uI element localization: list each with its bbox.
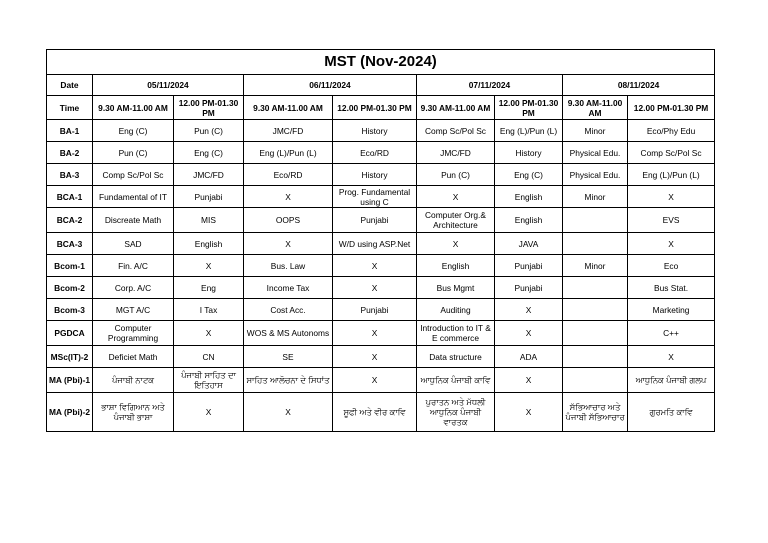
subject-cell: MGT A/C <box>93 299 174 321</box>
exam-timetable <box>46 49 715 432</box>
subject-cell: X <box>174 255 244 277</box>
date-header: 08/11/2024 <box>563 75 715 96</box>
table-row <box>47 255 715 277</box>
subject-cell: X <box>333 255 417 277</box>
class-label: MA (Pbi)-2 <box>47 393 93 432</box>
subject-cell: ਭਾਸ਼ਾ ਵਿਗਿਆਨ ਅਤੇ ਪੰਜਾਬੀ ਭਾਸ਼ਾ <box>93 393 174 432</box>
subject-cell: ਸੱਭਿਆਚਾਰ ਅਤੇ ਪੰਜਾਬੀ ਸੱਭਿਆਚਾਰ <box>563 393 628 432</box>
subject-cell: JMC/FD <box>244 120 333 142</box>
subject-cell: Computer Programming <box>93 321 174 346</box>
subject-cell: X <box>333 277 417 299</box>
subject-cell: X <box>244 186 333 208</box>
subject-cell: JAVA <box>495 233 563 255</box>
subject-cell: CN <box>174 346 244 368</box>
subject-cell <box>563 368 628 393</box>
subject-cell: X <box>495 299 563 321</box>
time-slot: 9.30 AM-11.00 AM <box>563 96 628 120</box>
time-slot: 9.30 AM-11.00 AM <box>93 96 174 120</box>
subject-cell <box>563 321 628 346</box>
date-header: 06/11/2024 <box>244 75 417 96</box>
subject-cell: ਪੁਰਾਤਨ ਅਤੇ ਮੱਧਲੀ ਆਧੁਨਿਕ ਪੰਜਾਬੀ ਵਾਰਤਕ <box>417 393 495 432</box>
subject-cell: Pun (C) <box>417 164 495 186</box>
subject-cell: Deficiet Math <box>93 346 174 368</box>
subject-cell: ਗੁਰਮਤਿ ਕਾਵਿ <box>628 393 715 432</box>
subject-cell: Eco/RD <box>333 142 417 164</box>
subject-cell: Eng (C) <box>174 142 244 164</box>
subject-cell: X <box>333 321 417 346</box>
timetable-title: MST (Nov-2024) <box>47 50 715 75</box>
subject-cell: ADA <box>495 346 563 368</box>
subject-cell: Data structure <box>417 346 495 368</box>
subject-cell: ਪੰਜਾਬੀ ਸਾਹਿਤ ਦਾ ਇਤਿਹਾਸ <box>174 368 244 393</box>
class-label: MA (Pbi)-1 <box>47 368 93 393</box>
subject-cell: Introduction to IT & E commerce <box>417 321 495 346</box>
subject-cell: C++ <box>628 321 715 346</box>
subject-cell: Fundamental of IT <box>93 186 174 208</box>
subject-cell: English <box>174 233 244 255</box>
subject-cell: Comp Sc/Pol Sc <box>417 120 495 142</box>
subject-cell: Eng (L)/Pun (L) <box>244 142 333 164</box>
table-row <box>47 393 715 432</box>
subject-cell <box>563 346 628 368</box>
subject-cell: Physical Edu. <box>563 142 628 164</box>
subject-cell: ਸੂਫੀ ਅਤੇ ਵੀਰ ਕਾਵਿ <box>333 393 417 432</box>
subject-cell: SE <box>244 346 333 368</box>
subject-cell: Comp Sc/Pol Sc <box>628 142 715 164</box>
subject-cell: Cost Acc. <box>244 299 333 321</box>
subject-cell <box>563 233 628 255</box>
subject-cell: X <box>628 186 715 208</box>
subject-cell: Physical Edu. <box>563 164 628 186</box>
class-label: BA-2 <box>47 142 93 164</box>
subject-cell: X <box>244 393 333 432</box>
subject-cell: MIS <box>174 208 244 233</box>
subject-cell: Minor <box>563 120 628 142</box>
table-row <box>47 277 715 299</box>
class-label: BCA-1 <box>47 186 93 208</box>
subject-cell: X <box>417 233 495 255</box>
subject-cell: Eco/Phy Edu <box>628 120 715 142</box>
subject-cell: X <box>495 393 563 432</box>
subject-cell: X <box>333 368 417 393</box>
subject-cell: ਆਧੁਨਿਕ ਪੰਜਾਬੀ ਕਾਵਿ <box>417 368 495 393</box>
subject-cell: Pun (C) <box>93 142 174 164</box>
subject-cell: ਆਧੁਨਿਕ ਪੰਜਾਬੀ ਗਲਪ <box>628 368 715 393</box>
subject-cell: SAD <box>93 233 174 255</box>
subject-cell: X <box>174 393 244 432</box>
subject-cell: English <box>417 255 495 277</box>
time-slot: 9.30 AM-11.00 AM <box>417 96 495 120</box>
subject-cell: I Tax <box>174 299 244 321</box>
subject-cell: X <box>244 233 333 255</box>
subject-cell: X <box>628 233 715 255</box>
subject-cell: History <box>333 120 417 142</box>
subject-cell: Eng (C) <box>495 164 563 186</box>
subject-cell: X <box>628 346 715 368</box>
time-slot: 12.00 PM-01.30 PM <box>495 96 563 120</box>
subject-cell: Prog. Fundamental using C <box>333 186 417 208</box>
subject-cell: Bus Stat. <box>628 277 715 299</box>
subject-cell: Computer Org.& Architecture <box>417 208 495 233</box>
class-label: Bcom-3 <box>47 299 93 321</box>
subject-cell: English <box>495 208 563 233</box>
table-row <box>47 321 715 346</box>
subject-cell: Eng (L)/Pun (L) <box>495 120 563 142</box>
subject-cell: ਸਾਹਿਤ ਆਲੋਚਨਾ ਦੇ ਸਿਧਾਂਤ <box>244 368 333 393</box>
subject-cell: Auditing <box>417 299 495 321</box>
date-row <box>47 75 715 96</box>
subject-cell <box>563 277 628 299</box>
subject-cell: Eng <box>174 277 244 299</box>
subject-cell: Comp Sc/Pol Sc <box>93 164 174 186</box>
subject-cell: Eng (L)/Pun (L) <box>628 164 715 186</box>
subject-cell: EVS <box>628 208 715 233</box>
subject-cell: Income Tax <box>244 277 333 299</box>
subject-cell: Eng (C) <box>93 120 174 142</box>
subject-cell: ਪੰਜਾਬੀ ਨਾਟਕ <box>93 368 174 393</box>
time-slot: 12.00 PM-01.30 PM <box>628 96 715 120</box>
subject-cell: Bus Mgmt <box>417 277 495 299</box>
subject-cell: Discreate Math <box>93 208 174 233</box>
subject-cell: X <box>174 321 244 346</box>
subject-cell <box>563 299 628 321</box>
time-slot: 12.00 PM-01.30 PM <box>174 96 244 120</box>
class-label: Bcom-2 <box>47 277 93 299</box>
subject-cell: History <box>333 164 417 186</box>
subject-cell: X <box>417 186 495 208</box>
subject-cell: JMC/FD <box>174 164 244 186</box>
date-header: 05/11/2024 <box>93 75 244 96</box>
time-slot: 12.00 PM-01.30 PM <box>333 96 417 120</box>
class-label: Bcom-1 <box>47 255 93 277</box>
table-row <box>47 120 715 142</box>
class-label: BCA-2 <box>47 208 93 233</box>
class-label: BA-3 <box>47 164 93 186</box>
subject-cell: English <box>495 186 563 208</box>
subject-cell: Punjabi <box>333 299 417 321</box>
subject-cell: Eco/RD <box>244 164 333 186</box>
subject-cell: Punjabi <box>333 208 417 233</box>
subject-cell: Punjabi <box>174 186 244 208</box>
subject-cell: Minor <box>563 255 628 277</box>
table-row <box>47 164 715 186</box>
date-label: Date <box>47 75 93 96</box>
table-row <box>47 208 715 233</box>
subject-cell: W/D using ASP.Net <box>333 233 417 255</box>
table-row <box>47 233 715 255</box>
subject-cell: Minor <box>563 186 628 208</box>
subject-cell: Marketing <box>628 299 715 321</box>
class-label: BCA-3 <box>47 233 93 255</box>
subject-cell: OOPS <box>244 208 333 233</box>
subject-cell: Eco <box>628 255 715 277</box>
subject-cell: Fin. A/C <box>93 255 174 277</box>
table-row <box>47 368 715 393</box>
class-label: PGDCA <box>47 321 93 346</box>
subject-cell: Bus. Law <box>244 255 333 277</box>
subject-cell: JMC/FD <box>417 142 495 164</box>
table-row <box>47 346 715 368</box>
table-row <box>47 299 715 321</box>
subject-cell: History <box>495 142 563 164</box>
subject-cell: Pun (C) <box>174 120 244 142</box>
subject-cell <box>563 208 628 233</box>
table-row <box>47 186 715 208</box>
time-slot: 9.30 AM-11.00 AM <box>244 96 333 120</box>
subject-cell: Corp. A/C <box>93 277 174 299</box>
class-label: BA-1 <box>47 120 93 142</box>
subject-cell: X <box>333 346 417 368</box>
time-label: Time <box>47 96 93 120</box>
date-header: 07/11/2024 <box>417 75 563 96</box>
subject-cell: Punjabi <box>495 277 563 299</box>
class-label: MSc(IT)-2 <box>47 346 93 368</box>
table-row <box>47 142 715 164</box>
time-row <box>47 96 715 120</box>
subject-cell: X <box>495 368 563 393</box>
subject-cell: X <box>495 321 563 346</box>
subject-cell: WOS & MS Autonoms <box>244 321 333 346</box>
subject-cell: Punjabi <box>495 255 563 277</box>
